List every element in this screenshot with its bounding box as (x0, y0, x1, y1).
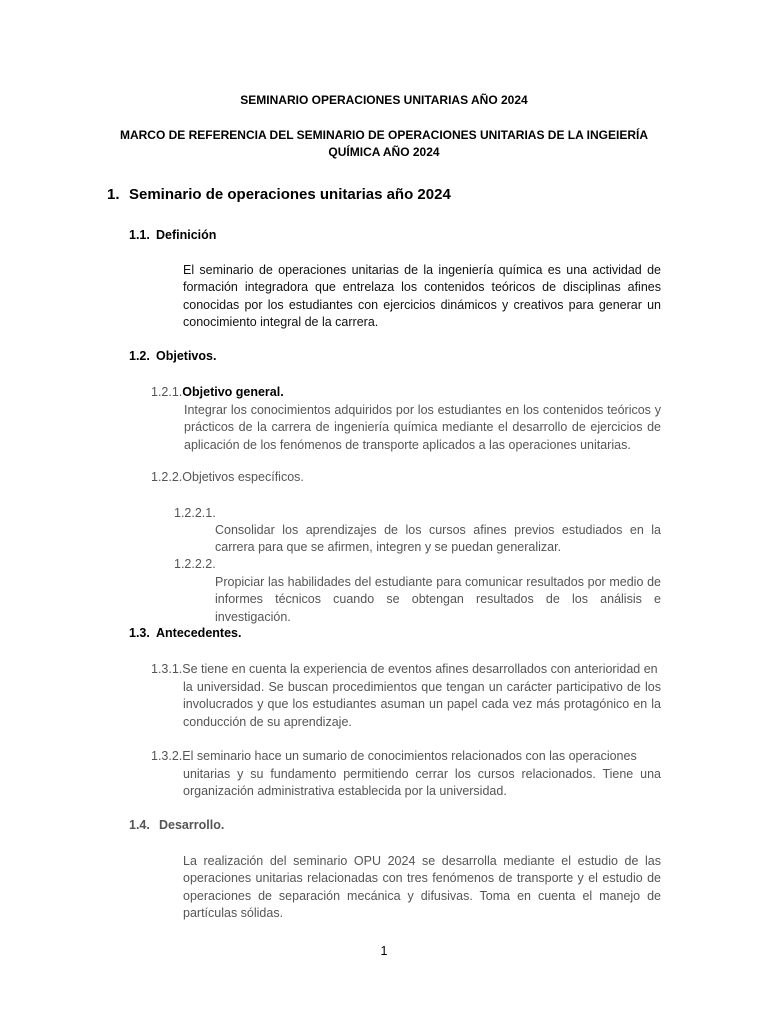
section-1-number: 1. (107, 186, 120, 203)
section-1-3-2-paragraph: unitarias y su fundamento permitiendo cerrar los cursos relacionados. Tiene una organización administrativa establecida por la universidad. (183, 767, 661, 799)
section-1-3-title: Antecedentes. (156, 626, 242, 640)
section-1-2-title: Objetivos. (156, 349, 217, 363)
section-1-3-1-first-line (151, 661, 661, 678)
section-1-3-2-first-line (151, 748, 661, 765)
development-paragraph: La realización del seminario OPU 2024 se desarrolla mediante el estudio de las operaciones unitarias relacionadas con tres fenómenos de transporte y el estudio de operaciones de separación mecánica y difusivas. Toma en cuenta el manejo de partículas sólidas. (183, 854, 661, 921)
subtitle-line-1: MARCO DE REFERENCIA DEL SEMINARIO DE OPERACIONES UNITARIAS DE LA INGEIERÍA (119, 128, 649, 142)
specific-objective-2-paragraph: Propiciar las habilidades del estudiante para comunicar resultados por medio de informes técnicos cuando se obtengan resultados de los análisis e investigación. (215, 575, 661, 624)
section-1-2-heading (129, 349, 216, 363)
section-1-4-title: Desarrollo. (159, 818, 225, 832)
section-1-2-2-title: Objetivos específicos. (182, 470, 304, 484)
section-1-4-number: 1.4. (129, 818, 150, 832)
section-1-2-1-heading (151, 385, 284, 399)
section-1-2-2-1-number: 1.2.2.1. (174, 506, 216, 520)
document-subtitle (0, 127, 768, 161)
document-title: SEMINARIO OPERACIONES UNITARIAS AÑO 2024 (240, 93, 528, 107)
section-1-2-2-2-number: 1.2.2.2. (174, 557, 216, 571)
section-1-1-number: 1.1. (129, 228, 150, 242)
section-1-3-number: 1.3. (129, 626, 150, 640)
section-1-2-2-heading (151, 470, 304, 484)
section-1-3-heading (129, 626, 241, 640)
page-number: 1 (380, 944, 388, 958)
specific-objective-1-paragraph: Consolidar los aprendizajes de los cursos afines previos estudiados en la carrera para que se afirmen, integren y se puedan generalizar. (215, 523, 661, 555)
section-1-title: Seminario de operaciones unitarias año 2024 (129, 186, 451, 203)
section-1-4-heading (129, 818, 224, 832)
section-1-3-1-line-1: Se tiene en cuenta la experiencia de eventos afines desarrollados con anterioridad en (182, 662, 658, 676)
general-objective-paragraph: Integrar los conocimientos adquiridos por los estudiantes en los contenidos teóricos y prácticos de la carrera de ingeniería química mediante el desarrollo de ejercicios de aplicación de los fenómenos de transporte aplicados a las operaciones unitarias. (184, 403, 661, 452)
section-1-2-1-number: 1.2.1. (151, 385, 183, 399)
section-1-3-1-paragraph: la universidad. Se buscan procedimientos que tengan un carácter participativo de los involucrados y que los estudiantes asuman un papel cada vez más protagónico en la conducción de su aprendizaje. (183, 680, 661, 729)
section-1-1-title: Definición (156, 228, 217, 242)
definition-paragraph: El seminario de operaciones unitarias de la ingeniería química es una actividad de formación integradora que entrelaza los contenidos teóricos de disciplinas afines conocidas por los estudiantes con ejercicios dinámicos y creativos para generar un conocimiento integral de la carrera. (183, 263, 661, 330)
section-1-2-1-title: Objetivo general. (182, 385, 284, 399)
section-1-1-heading (129, 228, 216, 242)
section-1-2-number: 1.2. (129, 349, 150, 363)
section-1-3-1-number: 1.3.1. (151, 662, 183, 676)
section-1-3-2-number: 1.3.2. (151, 749, 183, 763)
section-1-2-2-number: 1.2.2. (151, 470, 183, 484)
subtitle-line-2: QUÍMICA AÑO 2024 (328, 145, 440, 159)
section-1-heading (107, 186, 451, 203)
section-1-3-2-line-1: El seminario hace un sumario de conocimientos relacionados con las operaciones (182, 749, 637, 763)
